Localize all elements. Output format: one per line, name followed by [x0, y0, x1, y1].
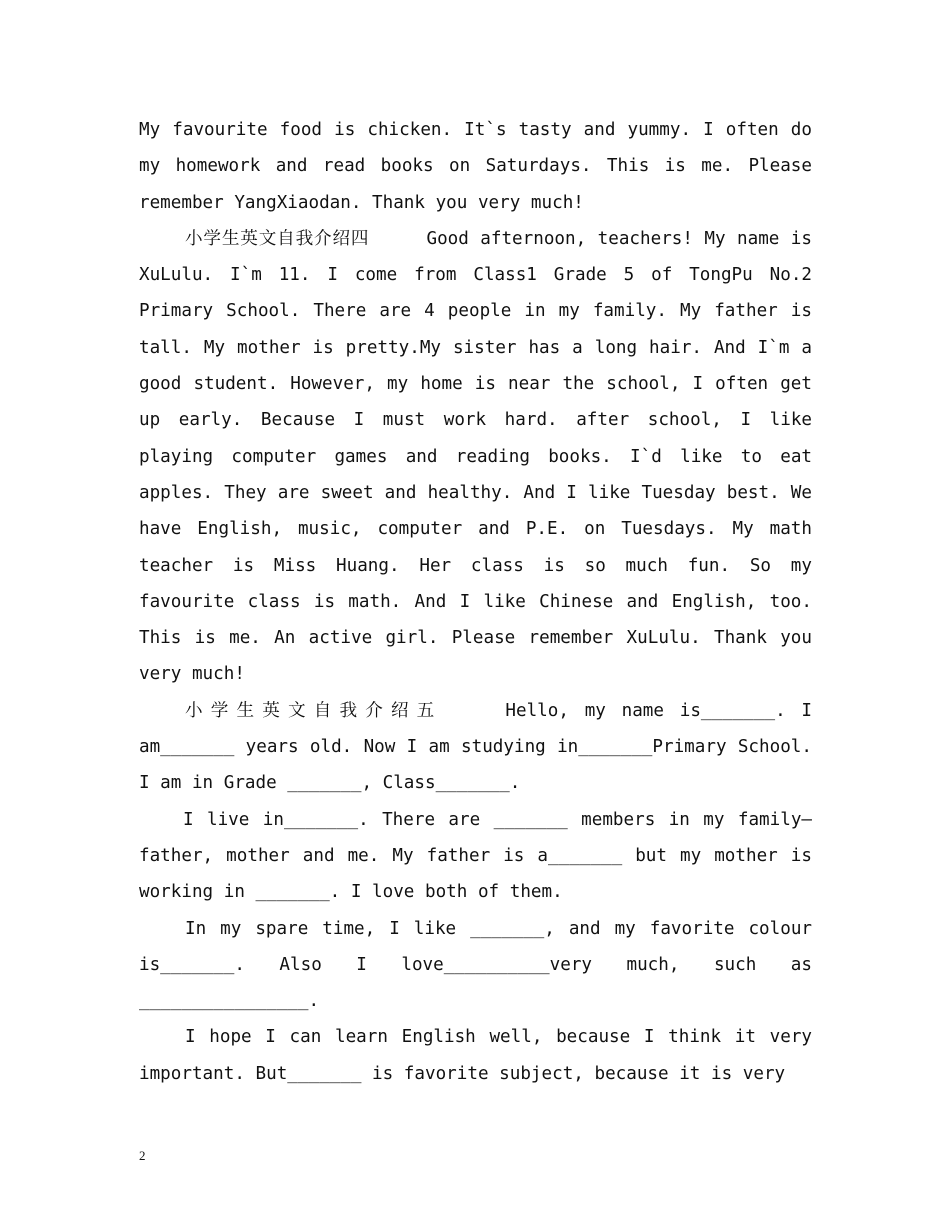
heading-gap: [369, 229, 426, 249]
paragraph-text: Hello, my name is_______. I am_______ years old. Now I am studying in_______Primary School. I am in Grade _______, Class_______.: [139, 700, 823, 794]
paragraph-english: [139, 1019, 823, 1092]
paragraph-self-intro-4: [139, 221, 823, 693]
paragraph-self-intro-5: [139, 693, 823, 802]
document-body: [139, 112, 823, 1092]
paragraph-text: I live in_______. There are _______ members in my family—father, mother and me. My father is a_______ but my mother is working in _______. I love both of them.: [139, 809, 823, 903]
paragraph-text: In my spare time, I like _______, and my favorite colour is_______. Also I love__________very much, such as ________________.: [139, 918, 823, 1012]
heading-gap: [442, 701, 505, 721]
paragraph-text: My favourite food is chicken. It`s tasty and yummy. I often do my homework and read books on Saturdays. This is me. Please remember YangXiaodan. Thank you very much!: [139, 120, 823, 213]
paragraph-hobbies: [139, 911, 823, 1020]
page-number: 2: [139, 1148, 146, 1163]
paragraph-family: [139, 802, 823, 911]
section-heading: 小学生英文自我介绍四: [185, 228, 370, 249]
paragraph-text: I hope I can learn English well, because I think it very important. But_______ is favorite subject, because it is very: [139, 1027, 823, 1084]
paragraph-text: Good afternoon, teachers! My name is XuLulu. I`m 11. I come from Class1 Grade 5 of TongPu No.2 Primary School. There are 4 people in my family. My father is tall. My mother is pretty.My sister has a long hair. And I`m a good student. However, my home is near the school, I often get up early. Because I must work hard. after school, I like playing computer games and reading books. I`d like to eat apples. They are sweet and healthy. And I like Tuesday best. We have English, music, computer and P.E. on Tuesdays. My math teacher is Miss Huang. Her class is so much fun. So my favourite class is math. And I like Chinese and English, too. This is me. An active girl. Please remember XuLulu. Thank you very much!: [139, 228, 823, 685]
section-heading: 小学生英文自我介绍五: [185, 700, 443, 721]
paragraph-intro-continuation: [139, 112, 823, 221]
